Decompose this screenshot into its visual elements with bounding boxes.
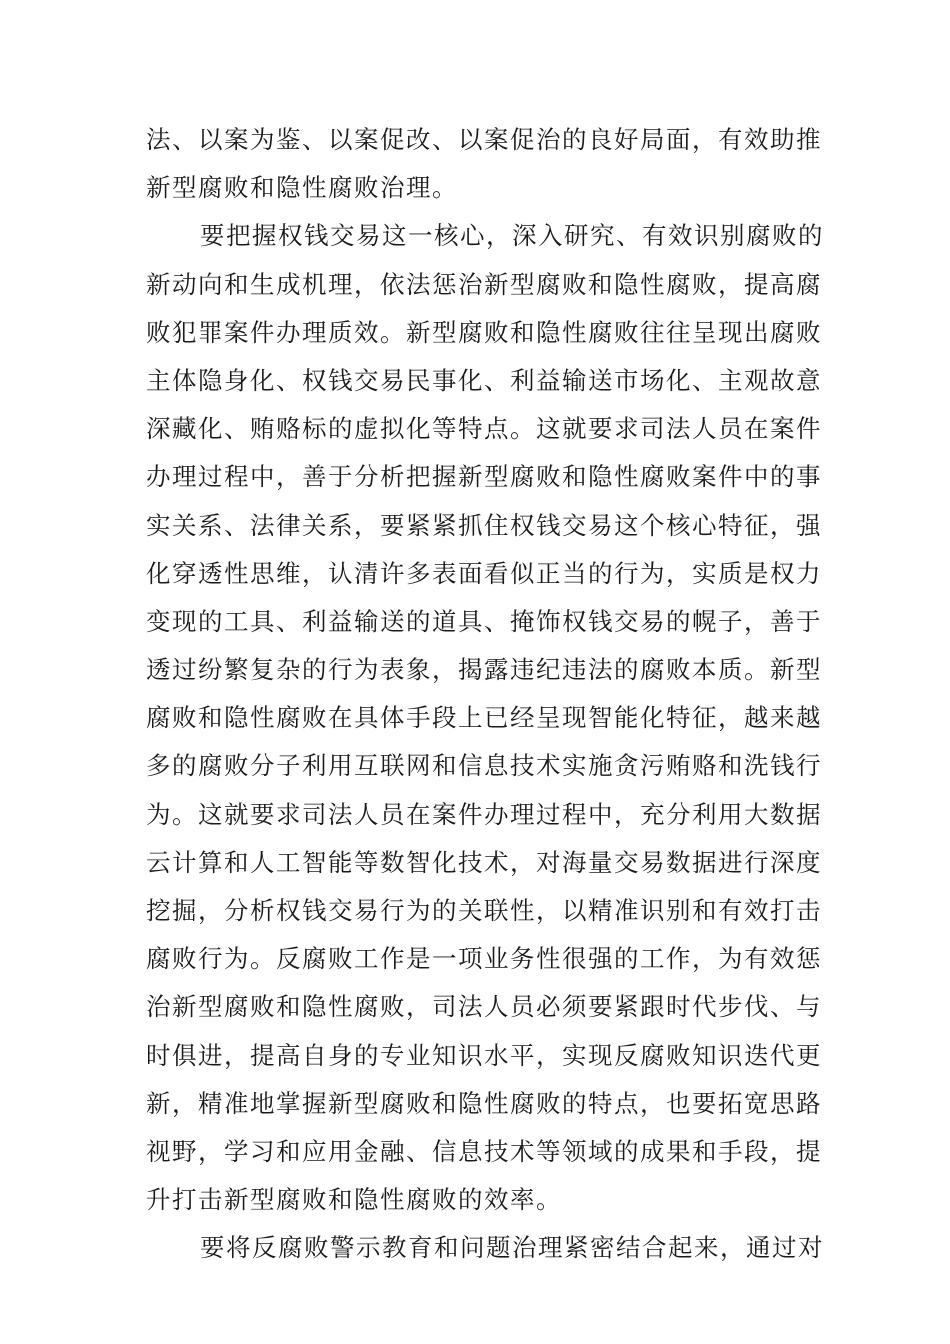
text-line: 透过纷繁复杂的行为表象，揭露违纪违法的腐败本质。新型 bbox=[146, 655, 822, 685]
text-line: 新型腐败和隐性腐败治理。 bbox=[146, 173, 458, 203]
text-line: 实关系、法律关系，要紧紧抓住权钱交易这个核心特征，强 bbox=[146, 510, 822, 540]
text-line: 法、以案为鉴、以案促改、以案促治的良好局面，有效助推 bbox=[146, 125, 822, 154]
text-line: 多的腐败分子利用互联网和信息技术实施贪污贿赂和洗钱行 bbox=[146, 751, 822, 781]
text-line: 时俱进，提高自身的专业知识水平，实现反腐败知识迭代更 bbox=[146, 1040, 822, 1070]
text-line: 深藏化、贿赂标的虚拟化等特点。这就要求司法人员在案件 bbox=[146, 414, 822, 444]
text-line: 化穿透性思维，认清许多表面看似正当的行为，实质是权力 bbox=[146, 558, 822, 588]
text-line: 败犯罪案件办理质效。新型腐败和隐性腐败往往呈现出腐败 bbox=[146, 317, 822, 347]
text-line: 视野，学习和应用金融、信息技术等领域的成果和手段，提 bbox=[146, 1136, 822, 1166]
text-line: 治新型腐败和隐性腐败，司法人员必须要紧跟时代步伐、与 bbox=[146, 992, 822, 1022]
text-line: 办理过程中，善于分析把握新型腐败和隐性腐败案件中的事 bbox=[146, 462, 822, 492]
document-body bbox=[146, 116, 824, 1273]
text-line: 新，精准地掌握新型腐败和隐性腐败的特点，也要拓宽思路 bbox=[146, 1088, 822, 1118]
text-line: 腐败行为。反腐败工作是一项业务性很强的工作，为有效惩 bbox=[146, 944, 822, 974]
text-line: 主体隐身化、权钱交易民事化、利益输送市场化、主观故意 bbox=[146, 365, 822, 395]
text-line: 升打击新型腐败和隐性腐败的效率。 bbox=[146, 1185, 562, 1215]
text-line: 云计算和人工智能等数智化技术，对海量交易数据进行深度 bbox=[146, 847, 822, 877]
text-line: 要将反腐败警示教育和问题治理紧密结合起来，通过对 bbox=[200, 1233, 824, 1263]
text-line: 变现的工具、利益输送的道具、掩饰权钱交易的幌子，善于 bbox=[146, 606, 822, 636]
text-line: 为。这就要求司法人员在案件办理过程中，充分利用大数据 bbox=[146, 799, 822, 829]
text-line: 腐败和隐性腐败在具体手段上已经呈现智能化特征，越来越 bbox=[146, 703, 822, 733]
text-line: 挖掘，分析权钱交易行为的关联性，以精准识别和有效打击 bbox=[146, 896, 822, 925]
text-line: 新动向和生成机理，依法惩治新型腐败和隐性腐败，提高腐 bbox=[146, 269, 822, 299]
text-line: 要把握权钱交易这一核心，深入研究、有效识别腐败的 bbox=[200, 221, 824, 251]
